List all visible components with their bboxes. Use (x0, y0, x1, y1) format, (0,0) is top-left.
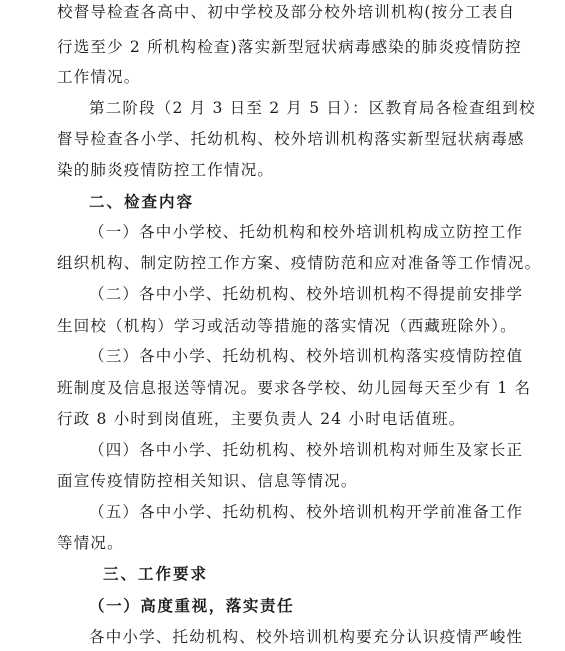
paragraph-line: 工作情况。 (57, 68, 141, 86)
paragraph-line: 各中小学、托幼机构、校外培训机构要充分认识疫情严峻性 (89, 628, 524, 646)
paragraph-line: （三）各中小学、托幼机构、校外培训机构落实疫情防控值 (89, 347, 524, 365)
paragraph-line: 组织机构、制定防控工作方案、疫情防范和应对准备等工作情况。 (57, 254, 542, 272)
paragraph-line: （五）各中小学、托幼机构、校外培训机构开学前准备工作 (89, 503, 524, 521)
paragraph-line: （二）各中小学、托幼机构、校外培训机构不得提前安排学 (89, 285, 524, 303)
paragraph-line: （四）各中小学、托幼机构、校外培训机构对师生及家长正 (89, 441, 524, 459)
section-heading: 三、工作要求 (103, 565, 209, 583)
paragraph-line: 行选至少 2 所机构检查)落实新型冠状病毒感染的肺炎疫情防控 (57, 38, 522, 56)
paragraph-line: 行政 8 小时到岗值班，主要负责人 24 小时电话值班。 (57, 410, 466, 428)
paragraph-line: 染的肺炎疫情防控工作情况。 (57, 161, 275, 179)
subsection-heading: （一）高度重视，落实责任 (89, 596, 295, 615)
paragraph-line: 校督导检查各高中、初中学校及部分校外培训机构(按分工表自 (57, 3, 516, 21)
paragraph-line: （一）各中小学校、托幼机构和校外培训机构成立防控工作 (89, 223, 524, 241)
paragraph-line: 第二阶段（2 月 3 日至 2 月 5 日）：区教育局各检查组到校 (89, 99, 536, 117)
paragraph-line: 生回校（机构）学习或活动等措施的落实情况（西藏班除外）。 (57, 317, 517, 335)
paragraph-line: 等情况。 (57, 534, 124, 552)
paragraph-line: 班制度及信息报送等情况。要求各学校、幼儿园每天至少有 1 名 (57, 379, 532, 397)
paragraph-line: 面宣传疫情防控相关知识、信息等情况。 (57, 472, 358, 490)
paragraph-line: 督导检查各小学、托幼机构、校外培训机构落实新型冠状病毒感 (57, 130, 525, 148)
section-heading: 二、检查内容 (89, 193, 195, 211)
